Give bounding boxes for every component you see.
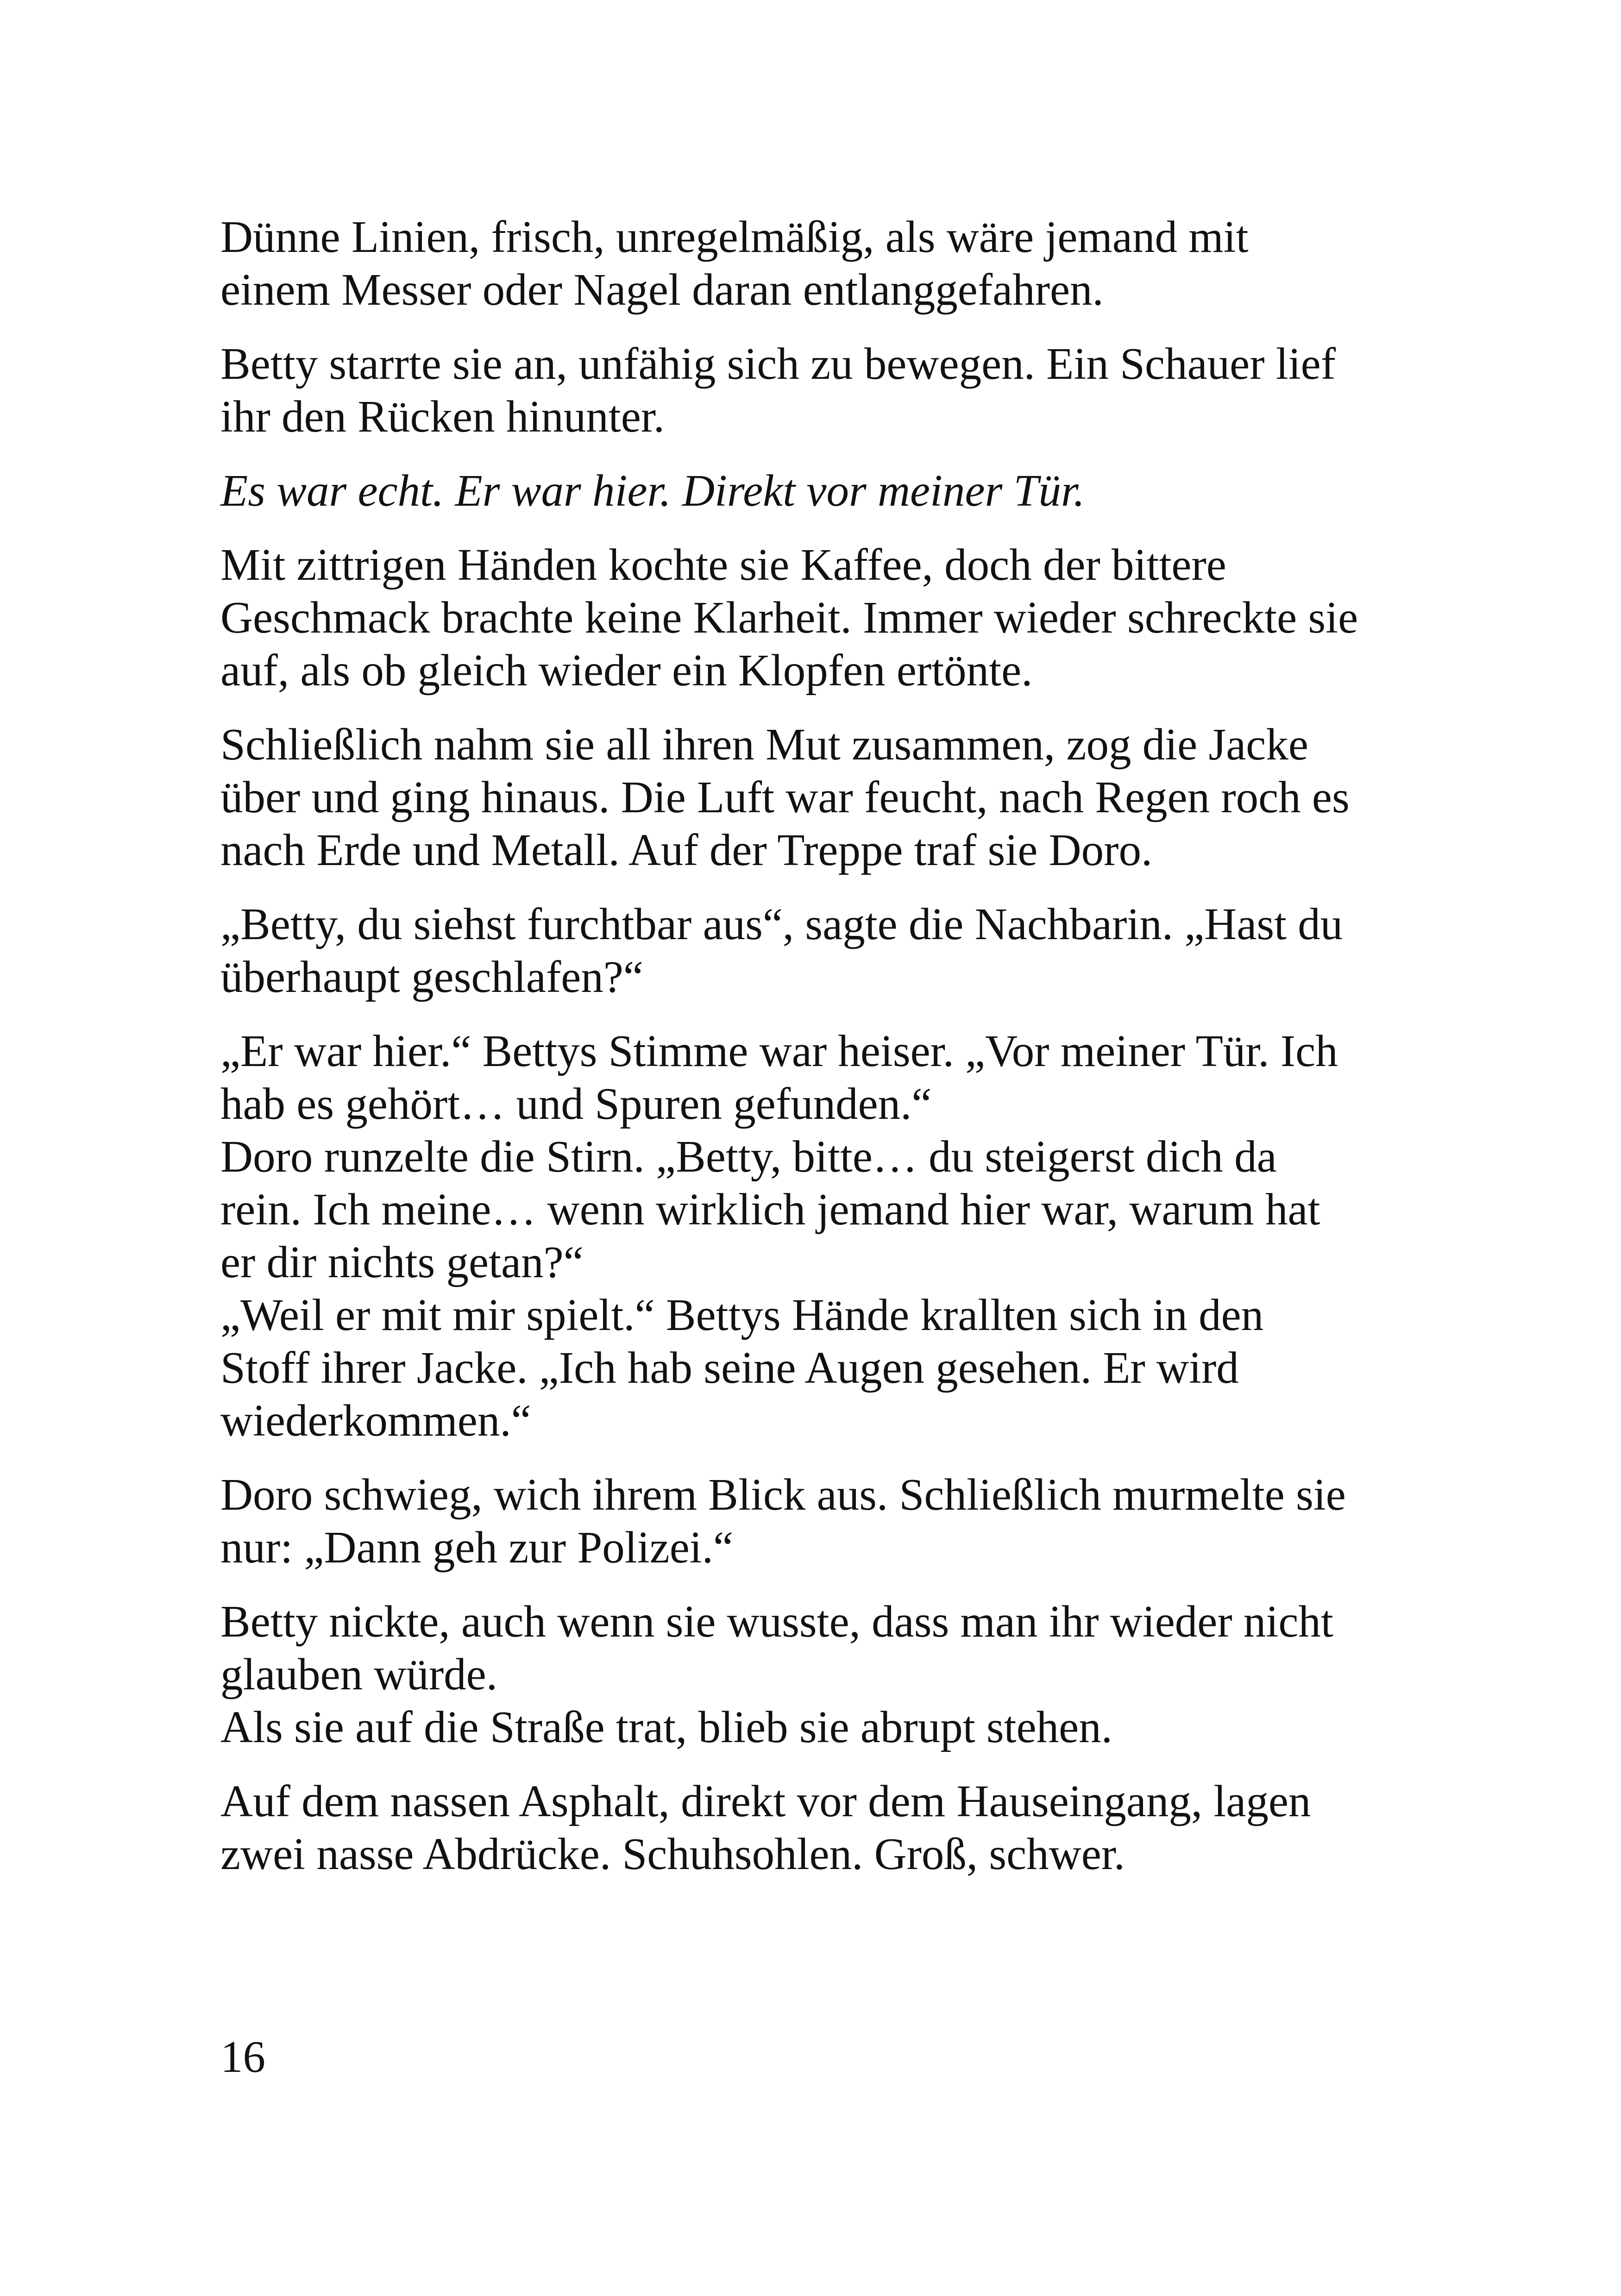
paragraph-3-italic-thought: Es war echt. Er war hier. Direkt vor meiner Tür. — [220, 466, 1085, 515]
paragraph-11: Betty nickte, auch wenn sie wusste, dass man ihr wieder nicht glauben würde. — [220, 1597, 1333, 1699]
paragraph-1: Dünne Linien, frisch, unregelmäßig, als wäre jemand mit einem Messer oder Nagel daran entlanggefahren. — [220, 212, 1249, 314]
paragraph-5: Schließlich nahm sie all ihren Mut zusammen, zog die Jacke über und ging hinaus. Die Luft war feucht, nach Regen roch es nach Erde und Metall. Auf der Treppe traf sie Doro. — [220, 720, 1350, 875]
paragraph-4: Mit zittrigen Händen kochte sie Kaffee, doch der bittere Geschmack brachte keine Klarheit. Immer wieder schreckte sie auf, als ob gleich wieder ein Klopfen ertönte. — [220, 540, 1358, 695]
paragraph-12: Als sie auf die Straße trat, blieb sie abrupt stehen. — [220, 1702, 1112, 1752]
paragraph-6: „Betty, du siehst furchtbar aus“, sagte die Nachbarin. „Hast du überhaupt geschlafen?“ — [220, 899, 1343, 1002]
paragraph-8: Doro runzelte die Stirn. „Betty, bitte… du steigerst dich da rein. Ich meine… wenn wirklich jemand hier war, warum hat er dir nichts getan?“ — [220, 1132, 1320, 1287]
paragraph-2: Betty starrte sie an, unfähig sich zu bewegen. Ein Schauer lief ihr den Rücken hinunter. — [220, 339, 1336, 441]
paragraph-10: Doro schwieg, wich ihrem Blick aus. Schließlich murmelte sie nur: „Dann geh zur Polizei.“ — [220, 1470, 1346, 1572]
body-text — [220, 211, 1462, 1902]
paragraph-13: Auf dem nassen Asphalt, direkt vor dem Hauseingang, lagen zwei nasse Abdrücke. Schuhsohlen. Groß, schwer. — [220, 1776, 1311, 1879]
paragraph-7: „Er war hier.“ Bettys Stimme war heiser. „Vor meiner Tür. Ich hab es gehört… und Spuren gefunden.“ — [220, 1026, 1338, 1129]
paragraph-9: „Weil er mit mir spielt.“ Bettys Hände krallten sich in den Stoff ihrer Jacke. „Ich hab seine Augen gesehen. Er wird wiederkommen.“ — [220, 1290, 1264, 1445]
page-number: 16 — [220, 2032, 265, 2082]
